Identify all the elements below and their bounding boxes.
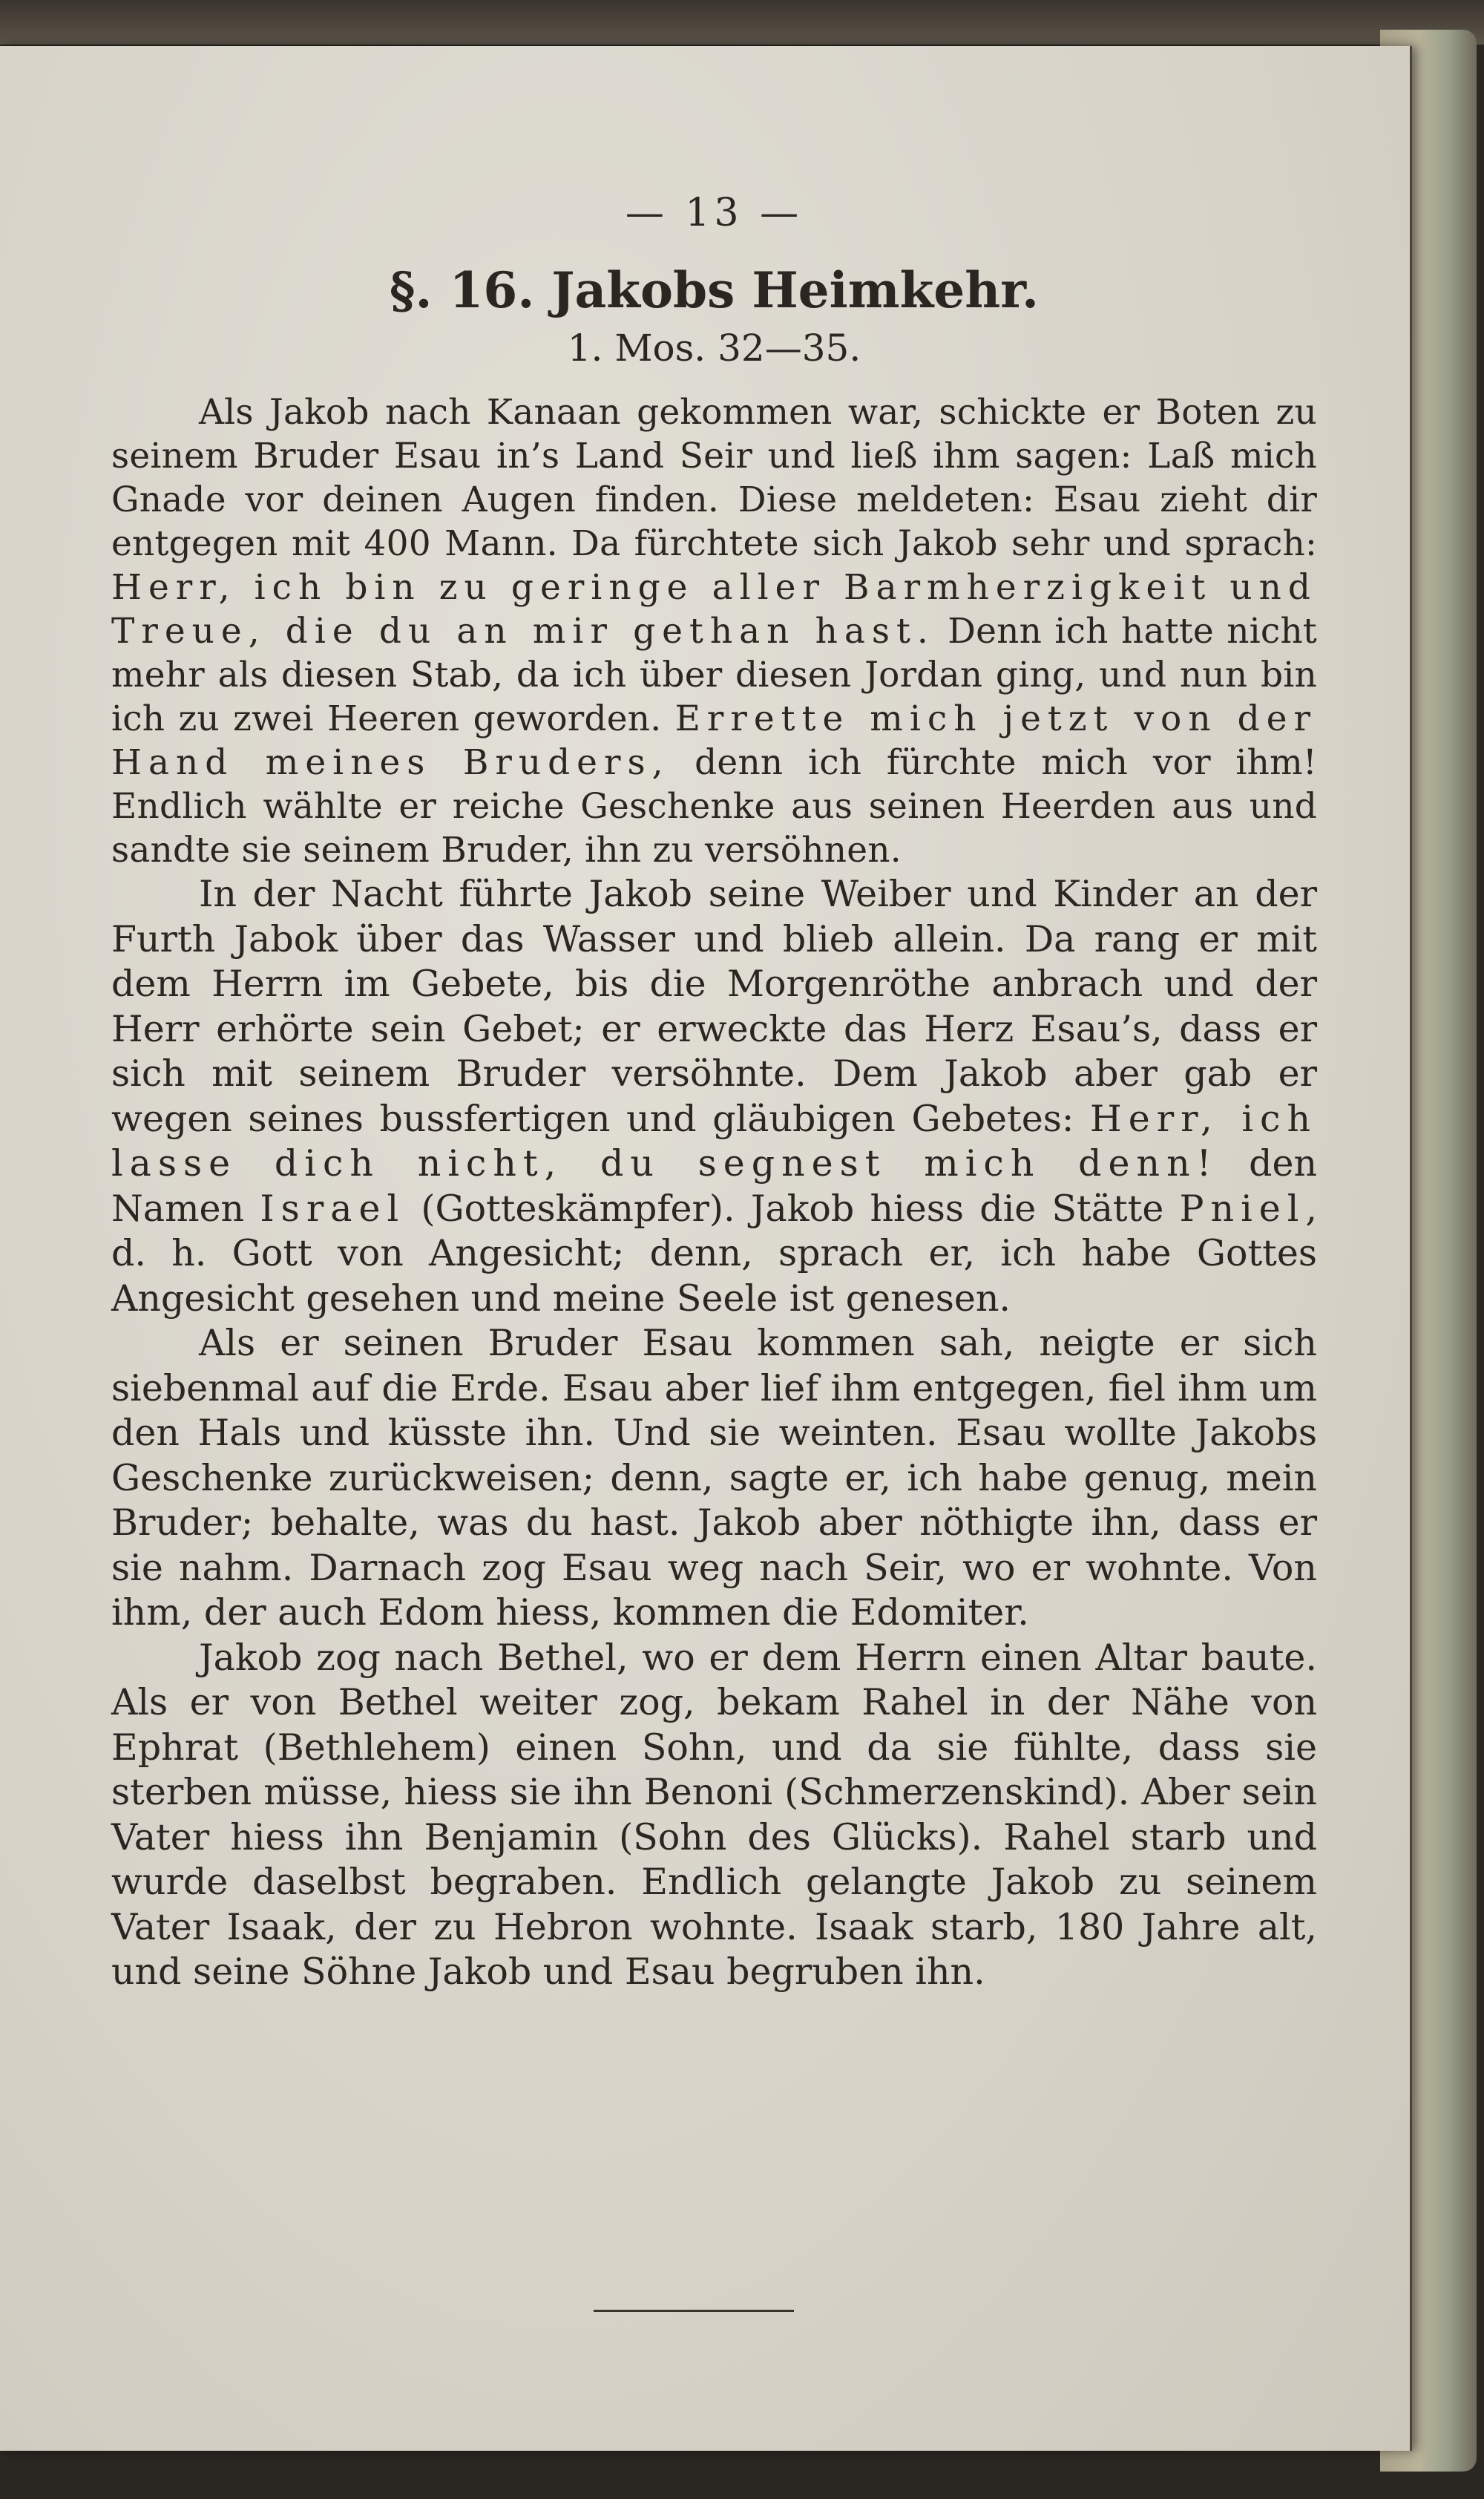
prayer-quote-2: Errette mich jetzt von der Hand meines Bruders, xyxy=(111,698,1317,783)
book-page xyxy=(0,46,1412,2451)
paragraph-2-text-g: , d. h. Gott von Angesicht; denn, sprach er, ich habe Gottes Angesicht gesehen und meine Seele ist genesen. xyxy=(111,1187,1317,1320)
end-rule xyxy=(594,2310,794,2312)
paragraph-1 xyxy=(111,390,1317,872)
name-pniel: Pniel xyxy=(1179,1187,1306,1230)
paragraph-2-text-e: (Gotteskämpfer). Jakob hiess die Stätte xyxy=(405,1187,1180,1230)
prayer-quote-1: Herr, ich bin zu geringe aller Barmherzigkeit und Treue, die du an mir gethan hast. xyxy=(111,567,1317,652)
paragraph-2-text-a: In der Nacht führte Jakob seine Weiber und Kinder an der Furth Jabok über das Wasser und blieb allein. Da rang er mit dem Herrn im Gebete, bis die Morgenröthe anbrach und der Herr erhörte sein Gebet; er erweckte das Herz Esau’s, dass er sich mit seinem Bruder versöhnte. Dem Jakob aber gab er wegen seines bussfertigen und gläubigen Gebetes: xyxy=(111,873,1317,1140)
paragraph-1-text-a: Als Jakob nach Kanaan gekommen war, schickte er Boten zu seinem Bruder Esau in’s Land Seir und ließ ihm sagen: Laß mich Gnade vor deinen Augen finden. Diese meldeten: Esau zieht dir entgegen mit 400 Mann. Da fürchtete sich Jakob sehr und sprach: xyxy=(111,392,1317,564)
paragraph-3: Als er seinen Bruder Esau kommen sah, neigte er sich siebenmal auf die Erde. Esau aber lief ihm entgegen, fiel ihm um den Hals und küsste ihn. Und sie weinten. Esau wollte Jakobs Geschenke zurückweisen; denn, sagte er, ich habe genug, mein Bruder; behalte, was du hast. Jakob aber nöthigte ihn, dass er sie nahm. Darnach zog Esau weg nach Seir, wo er wohnte. Von ihm, der auch Edom hiess, kommen die Edomiter. xyxy=(111,1322,1317,1634)
page-number: — 13 — xyxy=(625,191,804,235)
page-content xyxy=(111,191,1317,1995)
paragraph-4: Jakob zog nach Bethel, wo er dem Herrn einen Altar baute. Als er von Bethel weiter zog, bekam Rahel in der Nähe von Ephrat (Bethlehem) einen Sohn, und da sie fühlte, dass sie sterben müsse, hiess sie ihn Benoni (Schmerzenskind). Aber sein Vater hiess ihn Benjamin (Sohn des Glücks). Rahel starb und wurde daselbst begraben. Endlich gelangte Jakob zu seinem Vater Isaak, der zu Hebron wohnte. Isaak starb, 180 Jahre alt, und seine Söhne Jakob und Esau begruben ihn. xyxy=(111,1636,1317,1993)
paragraph-2-text-c: den Namen xyxy=(111,1142,1317,1230)
name-israel: Israel xyxy=(260,1187,406,1230)
paragraph-1-text-c: Denn ich hatte nicht mehr als diesen Stab, da ich über diesen Jordan ging, und nun bin ich zu zwei Heeren geworden. xyxy=(111,611,1317,739)
book-cover-top xyxy=(0,0,1484,45)
prayer-quote-3: Herr, ich lasse dich nicht, du segnest mich denn! xyxy=(111,1097,1317,1185)
paragraph-2 xyxy=(111,872,1317,1321)
paragraph-1-text-e: denn ich fürchte mich vor ihm! Endlich wählte er reiche Geschenke aus seinen Heerden aus und sandte sie seinem Bruder, ihn zu versöhnen. xyxy=(111,742,1317,871)
scripture-reference: 1. Mos. 32—35. xyxy=(567,327,861,370)
section-title: §. 16. Jakobs Heimkehr. xyxy=(390,261,1039,319)
